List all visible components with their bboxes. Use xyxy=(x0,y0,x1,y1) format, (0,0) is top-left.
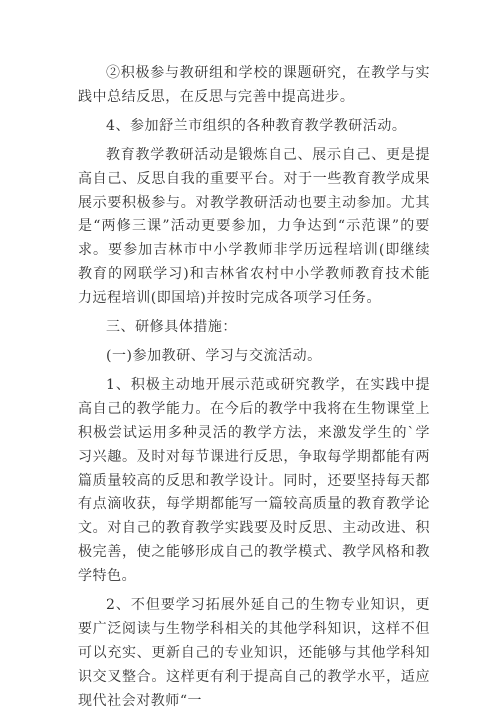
subsection-heading-exchange: (一)参加教研、学习与交流活动。 xyxy=(106,347,322,364)
paragraph-item-2-knowledge: 2、不但要学习拓展外延自己的生物专业知识，更要广泛阅读与生物学科相关的其他学科知识，这样不但可以充实、更新自己的专业知识，还能够与其他学科知识交叉整合。这样更有利于提高自己的教学水平，适应现代社会对教师“一 xyxy=(78,597,430,709)
section-heading-measures: 三、研修具体措施： xyxy=(106,319,237,336)
paragraph-teaching-activities: 教育教学教研活动是锻炼自己、展示自己、更是提高自己、反思自我的重要平台。对于一些教育教学成果展示要积极参与。对教学教研活动也要主动参加。尤其是“两修三课”活动更要参加，力争达到“示范课”的要求。要参加吉林市中小学教师非学历远程培训(即继续教育的网联学习)和吉林省农村中小学教师教育技术能力远程培训(即国培)并按时完成各项学习任务。 xyxy=(78,146,430,307)
document-body xyxy=(78,62,430,714)
paragraph-research-participation: ②积极参与教研组和学校的课题研究，在教学与实践中总结反思，在反思与完善中提高进步。 xyxy=(78,65,430,105)
paragraph-item-4-heading: 4、参加舒兰市组织的各种教育教学教研活动。 xyxy=(106,117,407,134)
paragraph-item-1-demonstration: 1、积极主动地开展示范或研究教学，在实践中提高自己的教学能力。在今后的教学中我将在生物课堂上积极尝试运用多种灵活的教学方法，来激发学生的`学习兴趣。及时对每节课进行反思，争取每学期都能有两篇质量较高的反思和教学设计。同时，还要坚持每天都有点滴收获，每学期都能写一篇较高质量的教育教学论文。对自己的教育教学实践要及时反思、主动改进、积极完善，使之能够形成自己的教学模式、教学风格和教学特色。 xyxy=(78,376,430,585)
